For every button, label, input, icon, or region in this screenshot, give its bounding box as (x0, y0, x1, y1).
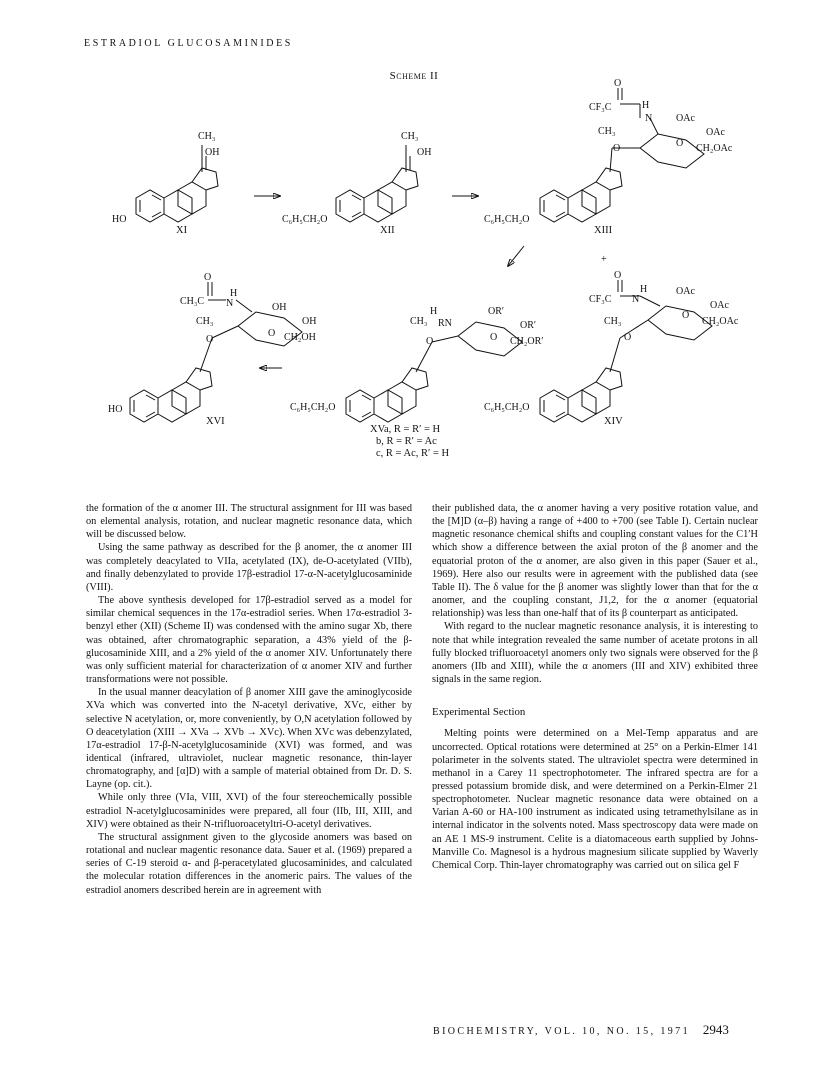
o-label: O (614, 270, 622, 281)
compound-label-xvi: XVI (206, 416, 225, 427)
ch3-label: CH₃ (196, 316, 214, 327)
compound-label-xiv: XIV (604, 416, 623, 427)
paragraph: In the usual manner deacylation of β anomer XIII gave the aminoglycoside XVa which was converted into the N-acetyl derivative, XVc, either by selective N acetylation, or, more conveniently, by O,N acetylation followed by O deacetylation (XIII → XVa → XVb → XVc). When XVc was debenzylated, 17α-estradiol 17-β-N-acetylglucosaminide (XVI) was formed, and was identical (infrared, ultraviolet, nuclear magnetic resonance, thin-layer chromatography, and [α]D) with a sample of material obtained from Dr. D. S. Layne (op. cit.). (86, 687, 412, 791)
cf3c-label: CF₃C (589, 294, 612, 305)
bzo-label: C₆H₅CH₂O (484, 214, 530, 225)
o-label: O (624, 332, 632, 343)
ch2or-prime-label: CH₂OR′ (510, 336, 544, 347)
or-prime-label: OR′ (520, 320, 537, 331)
reaction-scheme (0, 78, 828, 460)
ch3-label: CH₃ (401, 131, 419, 142)
bzo-label: C₆H₅CH₂O (484, 402, 530, 413)
journal-citation: BIOCHEMISTRY, VOL. 10, NO. 15, 1971 (433, 1026, 690, 1037)
n-label: N (226, 298, 234, 309)
compound-xiv (484, 270, 739, 427)
scheme-title: Scheme II (389, 70, 439, 82)
o-label: O (206, 334, 214, 345)
compound-label-xiii: XIII (594, 225, 613, 236)
ch2oh-label: CH₂OH (284, 332, 316, 343)
right-column (432, 502, 758, 872)
compound-xiii (484, 78, 733, 236)
paragraph: While only three (VIa, VIII, XVI) of the four stereochemically possible estradiol N-acetylglucosaminides were prepared, all four (IIb, III, XIII, and XIV) were obtained as their N-trifluoroacetyltri-O-acetyl derivatives. (86, 792, 412, 830)
n-label: N (645, 113, 653, 124)
oac-label: OAc (676, 113, 695, 124)
ho-label: HO (108, 404, 123, 415)
oh-label: OH (272, 302, 287, 313)
paragraph: their published data, the α anomer having a very positive rotation value, and the [M]D (α–β) having a range of +400 to +700 (see Table I). Certain nuclear magnetic resonance chemical shifts and coupling constant values for the C1′H which show a difference between the axial proton of the β anomer and the equatorial proton of the α anomer, are also given in this paper (Sauer et al., 1969). Here also our results were in agreement with the published data (see Table II). The δ value for the β anomer was slightly lower than that for the α anomer, and the coupling constant, J1,2, for the α anomer (equatorial relationship) was less than one-half that of its β counterpart as anticipated. (432, 503, 758, 620)
oh-label: OH (205, 147, 220, 158)
compound-label-xva: XVa, R = R′ = H (370, 424, 441, 435)
rn-label: RN (438, 318, 452, 329)
o-label: O (613, 143, 621, 154)
compound-label-xii: XII (380, 225, 395, 236)
bzo-label: C₆H₅CH₂O (282, 214, 328, 225)
compound-xii (282, 131, 431, 236)
h-label: H (430, 306, 438, 317)
compound-xvi (108, 272, 316, 427)
n-label: N (632, 294, 640, 305)
paragraph: Melting points were determined on a Mel-Temp apparatus and are uncorrected. Optical rotations were determined at 25° on a Perkin-Elmer 141 polarimeter in the solvents stated. The ultraviolet spectra were determined in methanol in a Carey 11 spectrophotometer. The infrared spectra are for a pressed potassium bromide disk, and were determined on a Perkin-Elmer 21 spectrophotometer. Nuclear magnetic resonance data were obtained on a Varian A-60 or HA-100 instrument as indicated using tetramethylsilane as in internal indicator in the solvents noted. Mass spectroscopy data were made on an AE 1 MS-9 instrument. Celite is a diatomaceous earth supplied by Johns-Manville Co. Magnesol is a hydrous magnesium silicate supplied by Waverly Chemical Corp. Thin-layer chromatography was carried out on silica gel F (432, 728, 758, 871)
o-label: O (614, 78, 622, 89)
ch2oac-label: CH₂OAc (696, 143, 733, 154)
h-label: H (642, 100, 650, 111)
ch3-label: CH₃ (410, 316, 428, 327)
arrow-xiii-xv (508, 246, 524, 266)
page-footer (433, 1022, 729, 1038)
oac-label: OAc (710, 300, 729, 311)
oh-label: OH (302, 316, 317, 327)
ch3-label: CH₃ (604, 316, 622, 327)
compound-label-xvc: c, R = Ac, R′ = H (376, 448, 450, 459)
o-label: O (204, 272, 212, 283)
section-heading: Experimental Section (432, 706, 526, 719)
ch3-label: CH₃ (598, 126, 616, 137)
running-head: ESTRADIOL GLUCOSAMINIDES (84, 38, 293, 49)
h-label: H (640, 284, 648, 295)
paragraph: The above synthesis developed for 17β-estradiol served as a model for similar chemical sequences in the 17α-estradiol series. When 17α-estradiol 3-benzyl ether (XII) (Scheme II) was condensed with the amino sugar Xb, there was obtained, after chromatographic separation, a 43% yield of the β-glucosaminide XIII, and a 2% yield of the α anomer XIV. Unfortunately there was only sufficient material for characterization of α anomer XIV and further transformations were not possible. (86, 595, 412, 686)
paragraph: The structural assignment given to the glycoside anomers was based on rotational and nuclear magentic resonance data. Sauer et al. (1969) prepared a series of C-19 steroid α- and β-peracetylated glucosaminides, and calculated the molecular rotation differences in the anomeric pairs. The values of the estradiol anomers described herein are in agreement with (86, 831, 412, 896)
compound-xi (112, 131, 219, 236)
compound-xv (290, 306, 543, 459)
paragraph: With regard to the nuclear magnetic resonance analysis, it is interesting to note that while integration revealed the same number of acetate protons in all fully blocked trifluoroacetyl anomers only two signals were observed for the β anomers (IIb and XIII), while the α anomers (III and XIV) exhibited three signals in the same region. (432, 621, 758, 686)
h-label: H (230, 288, 238, 299)
page-number: 2943 (702, 1022, 729, 1037)
paragraph: Using the same pathway as described for the β anomer, the α anomer III was completely deacylated to VIIa, acetylated (IX), de-O-acetylated (VIIb), and finally debenzylated to provide 17β-estradiol 17-α-N-acetylglucosaminide (VIII). (86, 542, 412, 593)
left-column (86, 502, 412, 897)
paragraph: the formation of the α anomer III. The structural assignment for III was based on elemental analysis, rotation, and nuclear magnetic resonance data, which will be discussed below. (86, 503, 412, 541)
bzo-label: C₆H₅CH₂O (290, 402, 336, 413)
oh-label: OH (417, 147, 432, 158)
ho-label: HO (112, 214, 127, 225)
o-label: O (682, 310, 690, 321)
cf3c-label: CF₃C (589, 102, 612, 113)
oac-label: OAc (706, 127, 725, 138)
oac-label: OAc (676, 286, 695, 297)
plus-sign: + (601, 254, 607, 265)
ch3-label: CH₃ (198, 131, 216, 142)
compound-label-xi: XI (176, 225, 188, 236)
ch3c-label: CH₃C (180, 296, 205, 307)
o-label: O (490, 332, 498, 343)
ch2oac-label: CH₂OAc (702, 316, 739, 327)
o-label: O (268, 328, 276, 339)
o-label: O (426, 336, 434, 347)
compound-label-xvb: b, R = R′ = Ac (376, 436, 437, 447)
o-label: O (676, 138, 684, 149)
or-prime-label: OR′ (488, 306, 505, 317)
